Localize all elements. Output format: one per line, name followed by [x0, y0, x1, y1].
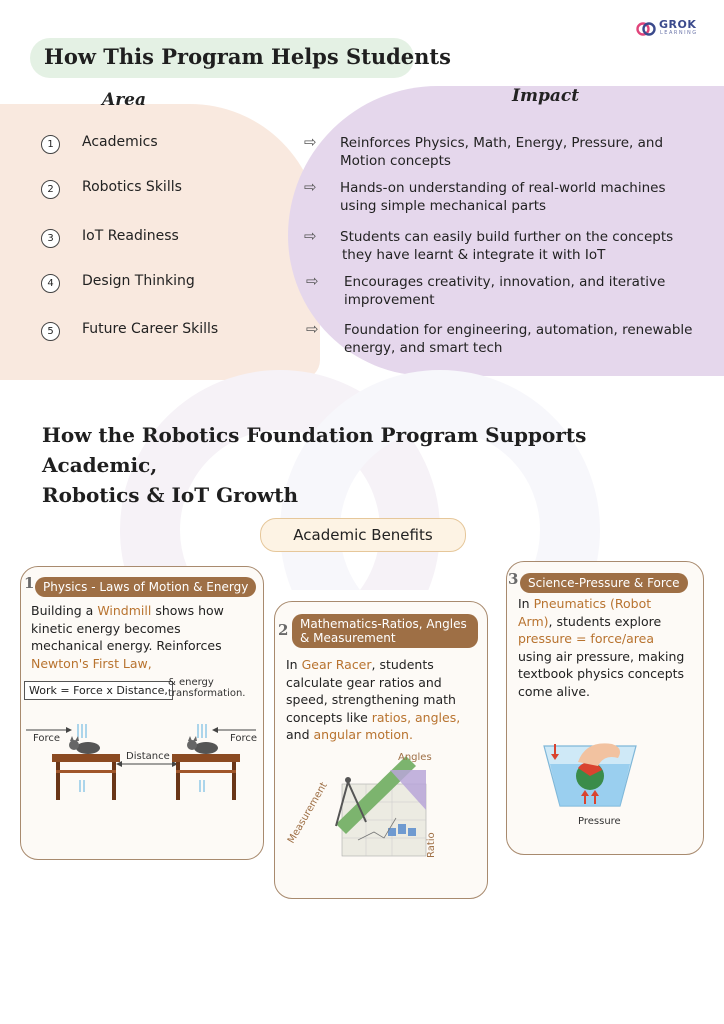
row-impact [344, 321, 692, 357]
card-number: 2 [278, 621, 289, 639]
section1-title-pill [30, 38, 451, 78]
ratio-label: Ratio [426, 832, 437, 858]
energy-note [168, 677, 246, 699]
pressure-bowl-illustration [540, 740, 640, 814]
row-number: 1 [41, 135, 60, 154]
formula-box: Work = Force x Distance, [24, 681, 173, 700]
text: , students explore [548, 613, 662, 629]
highlight: Windmill [97, 603, 152, 618]
cat-right-icon [187, 736, 218, 754]
highlight: pressure = force/area [518, 631, 654, 646]
impact-line: they have learnt & integrate it with IoT [342, 247, 606, 263]
force-label-right: Force [230, 733, 258, 744]
ball-icon [576, 762, 604, 790]
row-area: Design Thinking [82, 273, 195, 289]
row-area: IoT Readiness [82, 228, 179, 244]
text: speed, strengthening math [286, 692, 456, 707]
highlight: Gear Racer [301, 657, 372, 672]
row-impact [340, 179, 666, 215]
row-number: 5 [41, 322, 60, 341]
row-area: Future Career Skills [82, 321, 219, 337]
impact-line: using simple mechanical parts [340, 198, 547, 214]
impact-line: Reinforces Physics, Math, Energy, Pressure, and [340, 135, 664, 151]
text: & energy [168, 677, 214, 688]
arrow-right-icon: ⇨ [306, 272, 319, 290]
card-text [286, 656, 482, 744]
highlight: Arm) [518, 613, 549, 629]
cat-left-icon [69, 736, 100, 754]
card-text [31, 602, 256, 672]
impact-line: Hands-on understanding of real-world machines [340, 180, 666, 196]
row-impact [340, 228, 673, 264]
row-number: 2 [41, 180, 60, 199]
highlight: ratios, angles, [371, 709, 461, 725]
force-label-left: Force [33, 733, 61, 744]
row-area: Robotics Skills [82, 179, 182, 195]
academic-benefits-pill: Academic Benefits [260, 518, 466, 552]
impact-heading: Impact [512, 86, 580, 106]
card-number: 1 [24, 574, 35, 592]
text: calculate gear ratios and [286, 674, 442, 690]
card-text [518, 595, 698, 700]
impact-line: Students can easily build further on the concepts [340, 229, 674, 245]
arrow-right-icon: ⇨ [304, 133, 317, 151]
logo-sub: LEARNING [660, 30, 698, 36]
row-number: 4 [41, 274, 60, 293]
impact-line: Foundation for engineering, automation, renewable [344, 322, 693, 338]
section1-title: How This Program Helps Students [44, 44, 451, 69]
text: , students [371, 657, 434, 672]
card-tag: Physics - Laws of Motion & Energy [35, 577, 256, 597]
card-tag: Science-Pressure & Force [520, 573, 688, 593]
arrow-right-icon: ⇨ [304, 227, 317, 245]
math-tools-illustration [296, 752, 466, 862]
text: mechanical energy. Reinforces [31, 638, 222, 653]
table-left-icon [52, 754, 120, 800]
logo-mark-icon [636, 19, 656, 39]
area-heading: Area [102, 90, 146, 110]
row-impact [340, 134, 663, 170]
section2-title-line: Robotics & IoT Growth [42, 483, 299, 507]
text: and [286, 727, 314, 742]
card-number: 3 [508, 570, 519, 588]
highlight: Pneumatics (Robot [533, 596, 652, 611]
table-right-icon [172, 754, 240, 800]
force-distance-illustration [22, 718, 260, 808]
arrow-right-icon: ⇨ [304, 178, 317, 196]
impact-line: Encourages creativity, innovation, and iterative [344, 274, 666, 290]
row-impact [344, 273, 665, 309]
text: In [518, 596, 534, 611]
text: Building a [31, 603, 98, 618]
impact-line: improvement [344, 292, 435, 308]
row-number: 3 [41, 229, 60, 248]
text: transformation. [168, 688, 246, 699]
logo-word: GROK [659, 18, 697, 31]
row-area: Academics [82, 134, 158, 150]
card-tag [292, 614, 478, 648]
measurement-label: Measurement [286, 780, 330, 846]
text: using air pressure, making [518, 648, 685, 664]
text: In [286, 657, 302, 672]
highlight: Newton's First Law, [31, 655, 152, 671]
text: kinetic energy becomes [31, 620, 181, 636]
text: shows how [151, 603, 224, 618]
grok-learning-logo [636, 18, 706, 40]
section2-title-line: How the Robotics Foundation Program Supports Academic, [42, 423, 587, 477]
arrow-right-icon: ⇨ [306, 320, 319, 338]
text: Mathematics-Ratios, Angles [300, 617, 467, 631]
impact-line: energy, and smart tech [344, 340, 503, 356]
text: concepts like [286, 709, 372, 725]
text: textbook physics concepts [518, 666, 685, 681]
impact-line: Motion concepts [340, 153, 451, 169]
highlight: angular motion. [313, 727, 413, 742]
text: & Measurement [300, 631, 396, 645]
pressure-label: Pressure [578, 816, 621, 827]
distance-label: Distance [126, 751, 170, 762]
text: come alive. [518, 683, 591, 699]
angles-label: Angles [398, 752, 432, 763]
section2-title [42, 420, 692, 510]
